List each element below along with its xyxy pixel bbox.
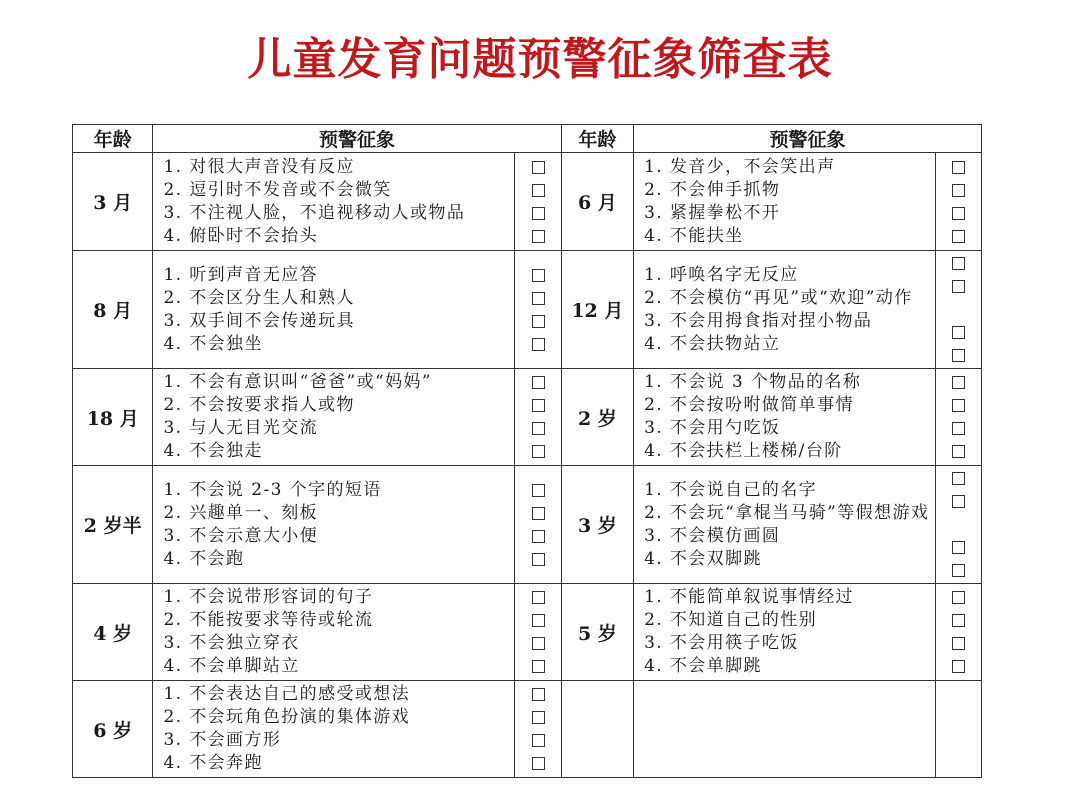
checkbox-column [935, 153, 981, 251]
warning-sign-item: 1. 不会表达自己的感受或想法 [163, 684, 411, 704]
item-checkbox[interactable] [532, 688, 545, 701]
checkbox-column [935, 584, 981, 681]
item-checkbox[interactable] [532, 207, 545, 220]
checkbox-column [935, 466, 981, 584]
warning-sign-item: 1. 发音少，不会笑出声 [644, 156, 836, 177]
checkbox-column [935, 251, 981, 369]
warning-signs-list [634, 251, 936, 369]
item-checkbox[interactable] [952, 280, 965, 293]
item-checkbox[interactable] [532, 422, 545, 435]
warning-signs-list [634, 153, 936, 251]
header-age-left: 年龄 [73, 125, 153, 153]
item-checkbox[interactable] [952, 207, 965, 220]
warning-sign-item: 1. 听到声音无应答 [163, 264, 319, 285]
warning-sign-item: 1. 不会说 2-3 个字的短语 [163, 479, 382, 500]
empty-cell [561, 681, 633, 778]
warning-sign-item: 2. 不知道自己的性别 [644, 610, 818, 630]
page-title: 儿童发育问题预警征象筛查表 [247, 34, 833, 85]
warning-sign-item: 3. 不会用勺吃饭 [644, 418, 781, 438]
item-checkbox[interactable] [532, 338, 545, 351]
warning-sign-item: 3. 不会独立穿衣 [163, 633, 300, 653]
warning-sign-item: 2. 逗引时不发音或不会微笑 [163, 179, 392, 200]
checkbox-column [515, 153, 561, 251]
item-checkbox[interactable] [532, 376, 545, 389]
item-checkbox[interactable] [532, 507, 545, 520]
item-checkbox[interactable] [532, 757, 545, 770]
warning-sign-item: 4. 不会单脚站立 [163, 656, 300, 676]
item-checkbox[interactable] [952, 614, 965, 627]
warning-sign-item: 1. 不会有意识叫“爸爸”或“妈妈” [163, 372, 433, 392]
warning-sign-item: 4. 不能扶坐 [644, 225, 744, 246]
item-checkbox[interactable] [532, 184, 545, 197]
warning-sign-item: 4. 不会扶物站立 [644, 333, 781, 354]
table-row [73, 584, 982, 681]
warning-sign-item: 3. 不会示意大小便 [163, 525, 319, 546]
warning-sign-item: 3. 不会用筷子吃饭 [644, 633, 799, 653]
age-label: 12 月 [561, 251, 633, 369]
item-checkbox[interactable] [532, 530, 545, 543]
item-checkbox[interactable] [532, 711, 545, 724]
warning-sign-item: 4. 俯卧时不会抬头 [163, 225, 319, 246]
warning-signs-list [634, 369, 936, 466]
warning-sign-item: 2. 兴趣单一、刻板 [163, 502, 319, 523]
item-checkbox[interactable] [532, 614, 545, 627]
warning-sign-item: 4. 不会单脚跳 [644, 656, 762, 676]
age-label: 6 月 [561, 153, 633, 251]
warning-signs-list [153, 466, 515, 584]
warning-signs-list [153, 584, 515, 681]
item-checkbox[interactable] [952, 230, 965, 243]
warning-sign-item: 3. 不会用拇食指对捏小物品 [644, 310, 873, 331]
age-label: 8 月 [73, 251, 153, 369]
item-checkbox[interactable] [952, 660, 965, 673]
item-checkbox[interactable] [952, 399, 965, 412]
age-label: 2 岁 [561, 369, 633, 466]
warning-sign-item: 2. 不会玩“拿棍当马骑”等假想游戏 [644, 502, 930, 523]
checkbox-column [515, 251, 561, 369]
empty-cell [634, 681, 936, 778]
warning-signs-list [634, 584, 936, 681]
item-checkbox[interactable] [952, 591, 965, 604]
warning-signs-list [153, 251, 515, 369]
warning-sign-item: 2. 不会伸手抓物 [644, 179, 781, 200]
warning-signs-list [634, 466, 936, 584]
item-checkbox[interactable] [952, 161, 965, 174]
warning-sign-item: 4. 不会独走 [163, 441, 263, 461]
warning-signs-list [153, 369, 515, 466]
table-row [73, 153, 982, 251]
item-checkbox[interactable] [952, 541, 965, 554]
warning-sign-item: 4. 不会扶栏上楼梯/台阶 [644, 441, 843, 461]
empty-cell [935, 681, 981, 778]
item-checkbox[interactable] [952, 637, 965, 650]
item-checkbox[interactable] [952, 422, 965, 435]
item-checkbox[interactable] [532, 315, 545, 328]
item-checkbox[interactable] [952, 564, 965, 577]
item-checkbox[interactable] [532, 637, 545, 650]
screening-table [72, 124, 982, 778]
warning-sign-item: 1. 不会说带形容词的句子 [163, 587, 374, 607]
item-checkbox[interactable] [952, 472, 965, 485]
table-row [73, 251, 982, 369]
item-checkbox[interactable] [532, 591, 545, 604]
item-checkbox[interactable] [532, 445, 545, 458]
warning-sign-item: 1. 对很大声音没有反应 [163, 156, 355, 177]
header-row [73, 125, 982, 153]
header-signs-left: 预警征象 [153, 125, 561, 153]
table-row [73, 681, 982, 778]
warning-sign-item: 4. 不会双脚跳 [644, 548, 762, 569]
item-checkbox[interactable] [532, 230, 545, 243]
warning-sign-item: 1. 不会说 3 个物品的名称 [644, 372, 862, 392]
header-age-right: 年龄 [561, 125, 633, 153]
warning-sign-item: 2. 不会按吩咐做简单事情 [644, 395, 854, 415]
warning-sign-item: 1. 不会说自己的名字 [644, 479, 818, 500]
warning-sign-item: 2. 不会模仿“再见”或“欢迎”动作 [644, 287, 913, 308]
age-label: 3 岁 [561, 466, 633, 584]
item-checkbox[interactable] [952, 376, 965, 389]
warning-sign-item: 4. 不会奔跑 [163, 753, 263, 773]
age-label: 5 岁 [561, 584, 633, 681]
item-checkbox[interactable] [532, 399, 545, 412]
warning-sign-item: 3. 紧握拳松不开 [644, 202, 781, 223]
warning-signs-list [153, 681, 515, 778]
warning-sign-item: 2. 不会玩角色扮演的集体游戏 [163, 707, 411, 727]
item-checkbox[interactable] [532, 269, 545, 282]
warning-sign-item: 2. 不能按要求等待或轮流 [163, 610, 374, 630]
checkbox-column [515, 369, 561, 466]
checkbox-column [515, 681, 561, 778]
warning-sign-item: 1. 呼唤名字无反应 [644, 264, 799, 285]
table-row [73, 466, 982, 584]
item-checkbox[interactable] [952, 257, 965, 270]
age-label: 3 月 [73, 153, 153, 251]
checkbox-column [515, 584, 561, 681]
item-checkbox[interactable] [532, 292, 545, 305]
item-checkbox[interactable] [532, 161, 545, 174]
age-label: 2 岁半 [73, 466, 153, 584]
warning-sign-item: 3. 与人无目光交流 [163, 418, 319, 438]
age-label: 18 月 [73, 369, 153, 466]
warning-sign-item: 1. 不能简单叙说事情经过 [644, 587, 854, 607]
item-checkbox[interactable] [952, 445, 965, 458]
warning-sign-item: 2. 不会区分生人和熟人 [163, 287, 355, 308]
item-checkbox[interactable] [532, 553, 545, 566]
warning-signs-list [153, 153, 515, 251]
header-signs-right: 预警征象 [634, 125, 982, 153]
warning-sign-item: 3. 不会画方形 [163, 730, 282, 750]
item-checkbox[interactable] [952, 495, 965, 508]
age-label: 6 岁 [73, 681, 153, 778]
item-checkbox[interactable] [532, 660, 545, 673]
warning-sign-item: 3. 双手间不会传递玩具 [163, 310, 355, 331]
checkbox-column [935, 369, 981, 466]
warning-sign-item: 3. 不注视人脸，不追视移动人或物品 [163, 202, 466, 223]
warning-sign-item: 2. 不会按要求指人或物 [163, 395, 355, 415]
item-checkbox[interactable] [532, 734, 545, 747]
item-checkbox[interactable] [952, 184, 965, 197]
warning-sign-item: 4. 不会独坐 [163, 333, 263, 354]
checkbox-column [515, 466, 561, 584]
warning-sign-item: 3. 不会模仿画圆 [644, 525, 781, 546]
item-checkbox[interactable] [532, 484, 545, 497]
item-checkbox[interactable] [952, 326, 965, 339]
item-checkbox[interactable] [952, 349, 965, 362]
table-row [73, 369, 982, 466]
age-label: 4 岁 [73, 584, 153, 681]
warning-sign-item: 4. 不会跑 [163, 548, 245, 569]
